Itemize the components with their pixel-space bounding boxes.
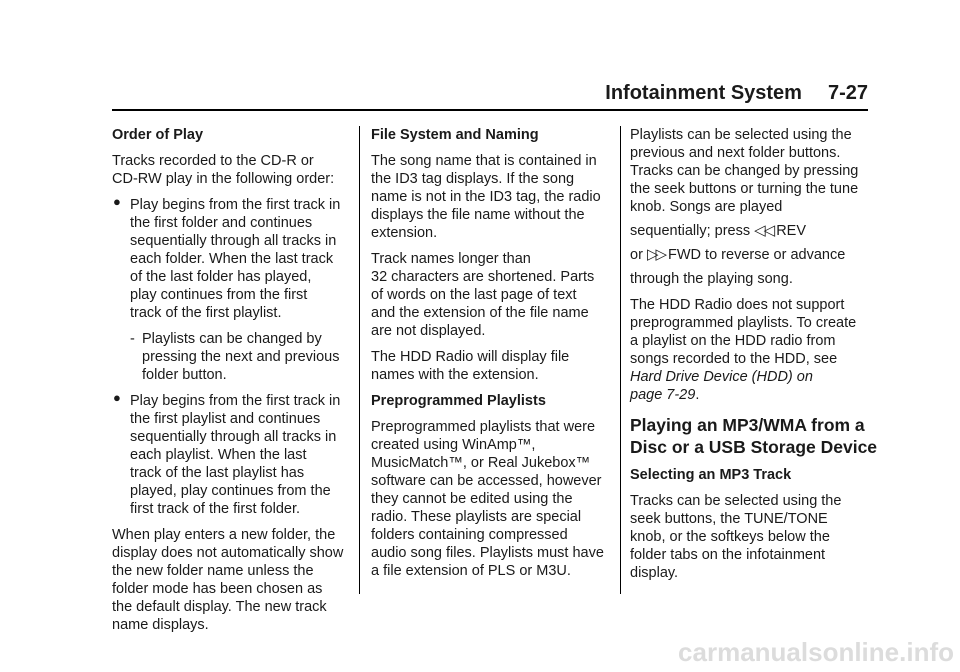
bullet-icon: ● <box>113 194 121 209</box>
column-2 <box>371 126 609 588</box>
bullet-icon: ● <box>113 390 121 405</box>
heading-order-of-play: Order of Play <box>112 127 204 143</box>
forward-icon: ▷▷ <box>646 246 665 263</box>
dash-icon: - <box>130 331 135 347</box>
hdd-extension-paragraph: The HDD Radio will display file names with the extension. <box>371 349 570 383</box>
hdd-reference-link[interactable]: Hard Drive Device (HDD) on <box>630 369 813 385</box>
heading-playing-mp3: Playing an MP3/WMA from a Disc or a USB Storage Device <box>630 415 878 457</box>
column-1 <box>112 126 350 642</box>
heading-selecting-mp3-track: Selecting an MP3 Track <box>630 467 792 483</box>
playlist-selection-paragraph: Playlists can be selected using the previous and next folder buttons. Tracks can be changed by pressing the seek buttons or turning the tune knob. Songs are played sequentially; press ◁◁ REV or ▷▷ FWD to reverse or advance through the playing song. <box>630 127 859 287</box>
song-name-paragraph: The song name that is contained in the ID3 tag displays. If the song name is not in the ID3 tag, the radio displays the file name without the extension. <box>371 153 601 241</box>
column-divider-2 <box>620 126 621 594</box>
intro-paragraph: Tracks recorded to the CD-R or CD-RW play in the following order: <box>112 153 335 187</box>
page-reference-link[interactable]: page 7-29 <box>630 387 696 403</box>
dash-item-1: - Playlists can be changed by pressing the next and previous folder button. <box>130 331 340 383</box>
column-divider-1 <box>359 126 360 594</box>
column-3 <box>630 126 878 590</box>
bullet-item-1: ● Play begins from the first track in the first folder and continues sequentially through all tracks in each folder. When the last track of the last folder has played, play continues from the first track of the first playlist. <box>113 194 341 321</box>
page-header <box>112 78 868 108</box>
heading-preprogrammed-playlists: Preprogrammed Playlists <box>371 393 546 409</box>
heading-file-system: File System and Naming <box>371 127 539 143</box>
page-number: 7-27 <box>827 81 868 104</box>
track-names-paragraph: Track names longer than 32 characters are shortened. Parts of words on the last page of text and the extension of the file name are not displayed. <box>371 251 595 339</box>
hdd-playlist-paragraph: The HDD Radio does not support preprogrammed playlists. To create a playlist on the HDD radio from songs recorded to the HDD, see Hard Drive Device (HDD) on page 7-29. <box>630 297 857 403</box>
bullet-item-2: ● Play begins from the first track in the first playlist and continues sequentially through all tracks in each playlist. When the last track of the last playlist has played, play continues from the first track of the first folder. <box>113 390 341 517</box>
reverse-icon: ◁◁ <box>754 222 774 239</box>
playlists-paragraph: Preprogrammed playlists that were created using WinAmp™, MusicMatch™, or Real Jukebox™ software can be accessed, however they cannot be edited using the radio. These playlists are special folders containing compressed audio song files. Playlists must have a file extension of PLS or M3U. <box>371 419 604 579</box>
header-rule <box>112 109 868 111</box>
section-title: Infotainment System <box>605 81 802 104</box>
watermark: carmanualsonline.info <box>678 637 954 667</box>
new-folder-paragraph: When play enters a new folder, the display does not automatically show the new folder name unless the folder mode has been chosen as the default display. The new track name displays. <box>112 527 344 633</box>
track-selection-paragraph: Tracks can be selected using the seek buttons, the TUNE/TONE knob, or the softkeys below the folder tabs on the infotainment display. <box>630 493 842 581</box>
